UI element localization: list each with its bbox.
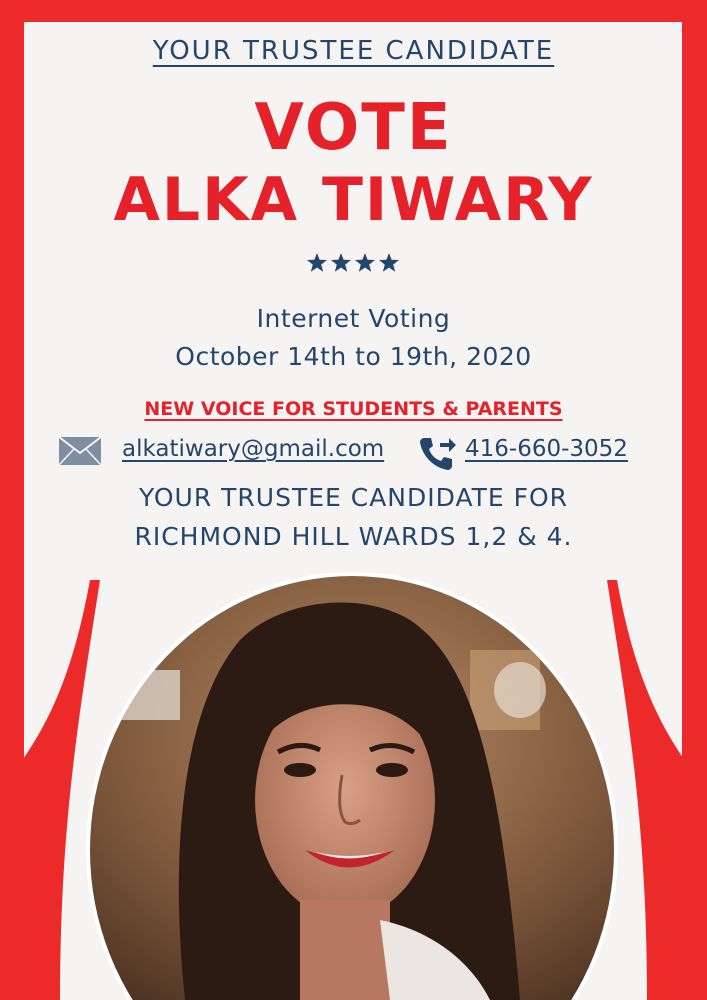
candidate-name: ALKA TIWARY [113, 165, 594, 235]
stars-svg [306, 252, 402, 274]
description-line-1: YOUR TRUSTEE CANDIDATE FOR [138, 483, 569, 512]
star-rating [0, 252, 707, 278]
envelope-icon [58, 436, 102, 466]
star-icon [307, 253, 327, 272]
contact-row [0, 430, 707, 474]
star-icon [331, 253, 351, 272]
voting-method: Internet Voting [256, 304, 451, 333]
description-line-2: RICHMOND HILL WARDS 1,2 & 4. [134, 522, 573, 551]
star-icon [379, 253, 399, 272]
phone-forward-icon [418, 434, 456, 472]
tagline: NEW VOICE FOR STUDENTS & PARENTS [144, 398, 563, 420]
star-icon [355, 253, 375, 272]
voting-dates: October 14th to 19th, 2020 [175, 342, 532, 371]
vote-heading: VOTE [254, 91, 453, 165]
email-link[interactable]: alkatiwary@gmail.com [122, 436, 385, 462]
top-heading: YOUR TRUSTEE CANDIDATE [152, 36, 555, 66]
phone-link[interactable]: 416-660-3052 [465, 436, 628, 462]
candidate-photo [0, 560, 707, 1000]
